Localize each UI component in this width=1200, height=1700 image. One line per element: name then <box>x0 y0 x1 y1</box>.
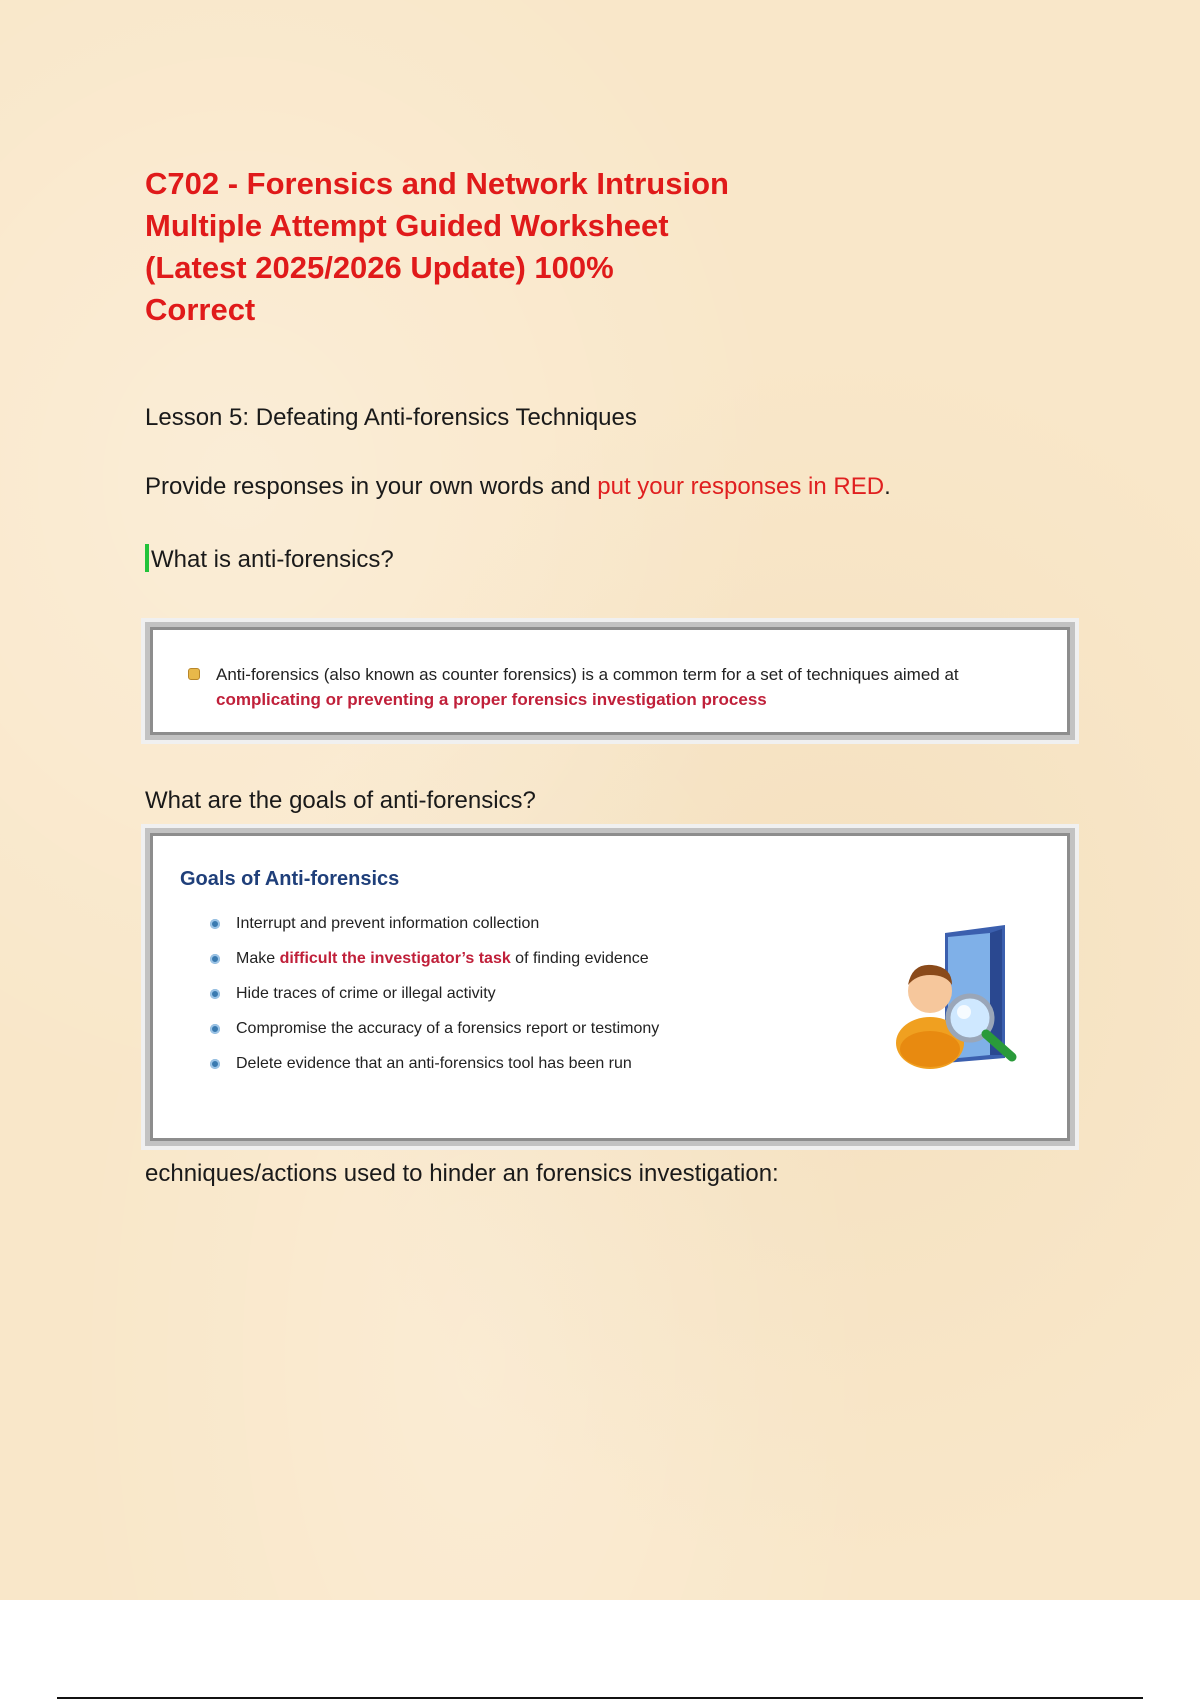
question-3: echniques/actions used to hinder an forensics investigation: <box>145 1160 779 1187</box>
goal-item-text: Compromise the accuracy of a forensics report or testimony <box>236 1020 660 1037</box>
goal-item-text: Make <box>236 950 280 967</box>
goal-item-text-after: of finding evidence <box>510 950 649 967</box>
bullet-dot-icon <box>210 1059 220 1069</box>
bullet-dot-icon <box>210 954 220 964</box>
title-line-2: Multiple Attempt Guided Worksheet <box>145 208 669 243</box>
bullet-dot-icon <box>210 919 220 929</box>
card1-bullet <box>190 662 1030 712</box>
goal-item <box>210 983 659 1018</box>
question-1[interactable] <box>145 544 394 574</box>
question-2: What are the goals of anti-forensics? <box>145 787 536 814</box>
answer-card-1 <box>145 622 1075 740</box>
bullet-dot-icon <box>210 1024 220 1034</box>
instructions <box>145 473 891 501</box>
investigator-magnifier-icon <box>890 923 1020 1073</box>
goals-title: Goals of Anti-forensics <box>180 868 400 890</box>
instructions-suffix: . <box>884 473 891 500</box>
instructions-prefix: Provide responses in your own words and <box>145 473 598 500</box>
goal-item <box>210 1053 659 1088</box>
document-title <box>145 163 785 331</box>
page-footer-rule <box>57 1697 1143 1699</box>
goals-list <box>210 913 659 1088</box>
goal-item-text: Delete evidence that an anti-forensics tool has been run <box>236 1055 632 1072</box>
title-line-1: C702 - Forensics and Network Intrusion <box>145 166 729 201</box>
instructions-highlight: put your responses in RED <box>597 473 885 500</box>
card1-emphasis: complicating or preventing a proper forensics investigation process <box>216 690 767 709</box>
goal-item-text: Interrupt and prevent information collection <box>236 915 540 932</box>
title-line-3: (Latest 2025/2026 Update) 100% <box>145 250 614 285</box>
card1-text: Anti-forensics (also known as counter forensics) is a common term for a set of techniques aimed at <box>216 665 959 684</box>
lesson-heading: Lesson 5: Defeating Anti-forensics Techniques <box>145 404 637 431</box>
goal-item <box>210 948 659 983</box>
title-line-4: Correct <box>145 292 256 327</box>
answer-card-2 <box>145 828 1075 1146</box>
bullet-dot-icon <box>210 989 220 999</box>
goal-item-text: Hide traces of crime or illegal activity <box>236 985 496 1002</box>
goal-item-emphasis: difficult the investigator’s task <box>279 950 511 967</box>
square-bullet-icon <box>188 668 200 680</box>
goal-item <box>210 1018 659 1053</box>
goal-item <box>210 913 659 948</box>
question-1-text: What is anti-forensics? <box>151 546 394 573</box>
text-cursor-marker <box>145 544 149 572</box>
